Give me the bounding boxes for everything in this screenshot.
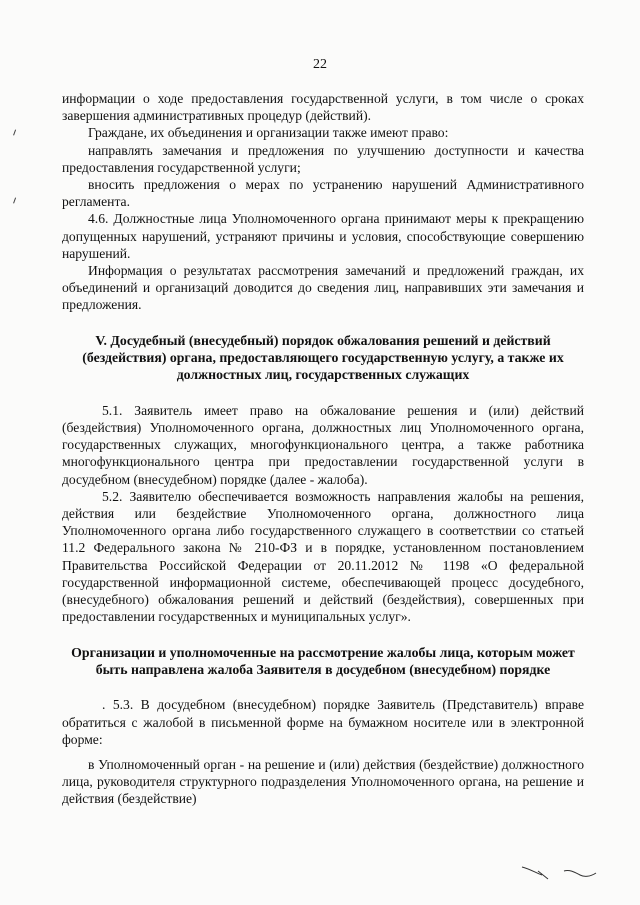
paragraph: 4.6. Должностные лица Уполномоченного органа принимают меры к прекращению допущенных нарушений, устраняют причины и условия, способствующие совершению нарушений. [62, 211, 584, 261]
margin-mark [13, 129, 19, 136]
paragraph: Информация о результатах рассмотрения замечаний и предложений граждан, их объединений и организаций доводится до сведения лиц, направивших эти замечания и предложения. [62, 263, 584, 313]
signature-scribble [520, 861, 600, 883]
paragraph: . 5.3. В досудебном (внесудебном) порядке Заявитель (Представитель) вправе обратиться с жалобой в письменной форме на бумажном носителе или в электронной форме: [62, 697, 584, 747]
section-heading: V. Досудебный (внесудебный) порядок обжалования решений и действий (бездействия) органа, предоставляющего государственную услугу, а также их должностных лиц, государственных служащих [82, 332, 564, 383]
document-body [62, 90, 584, 808]
paragraph: 5.1. Заявитель имеет право на обжалование решения и (или) действий (бездействия) Уполномоченного органа, должностных лиц Уполномоченного органа, государственных служащих, многофункционального центра, а также работника многофункционального центра при предоставлении государственной услуги в досудебном (внесудебном) порядке (далее - жалоба). [62, 402, 584, 487]
paragraph: 5.2. Заявителю обеспечивается возможность направления жалобы на решения, действия или бездействие Уполномоченного органа, должностного лица Уполномоченного органа либо государственного служащего в соответствии со статьей 11.2 Федерального закона № 210-ФЗ и в порядке, установленном постановлением Правительства Российской Федерации от 20.11.2012 № 1198 «О федеральной государственной информационной системе, обеспечивающей процесс досудебного, (внесудебного) обжалования решений и действий (бездействия), совершенных при предоставлении государственных и муниципальных услуг». [62, 488, 584, 625]
subsection-heading: Организации и уполномоченные на рассмотрение жалобы лица, которым может быть направлена жалоба Заявителя в досудебном (внесудебном) порядке [71, 644, 575, 677]
paragraph: вносить предложения о мерах по устранению нарушений Административного регламента. [62, 177, 584, 210]
page-number: 22 [313, 57, 327, 72]
paragraph: направлять замечания и предложения по улучшению доступности и качества предоставления государственной услуги; [62, 142, 584, 175]
paragraph: Граждане, их объединения и организации также имеют право: [88, 125, 449, 141]
paragraph: в Уполномоченный орган - на решение и (или) действия (бездействие) должностного лица, руководителя структурного подразделения Уполномоченного органа, на решение и действия (бездействие) [62, 756, 584, 807]
paragraph: информации о ходе предоставления государственной услуги, в том числе о сроках завершения административных процедур (действий). [62, 91, 584, 124]
margin-mark [13, 197, 19, 204]
